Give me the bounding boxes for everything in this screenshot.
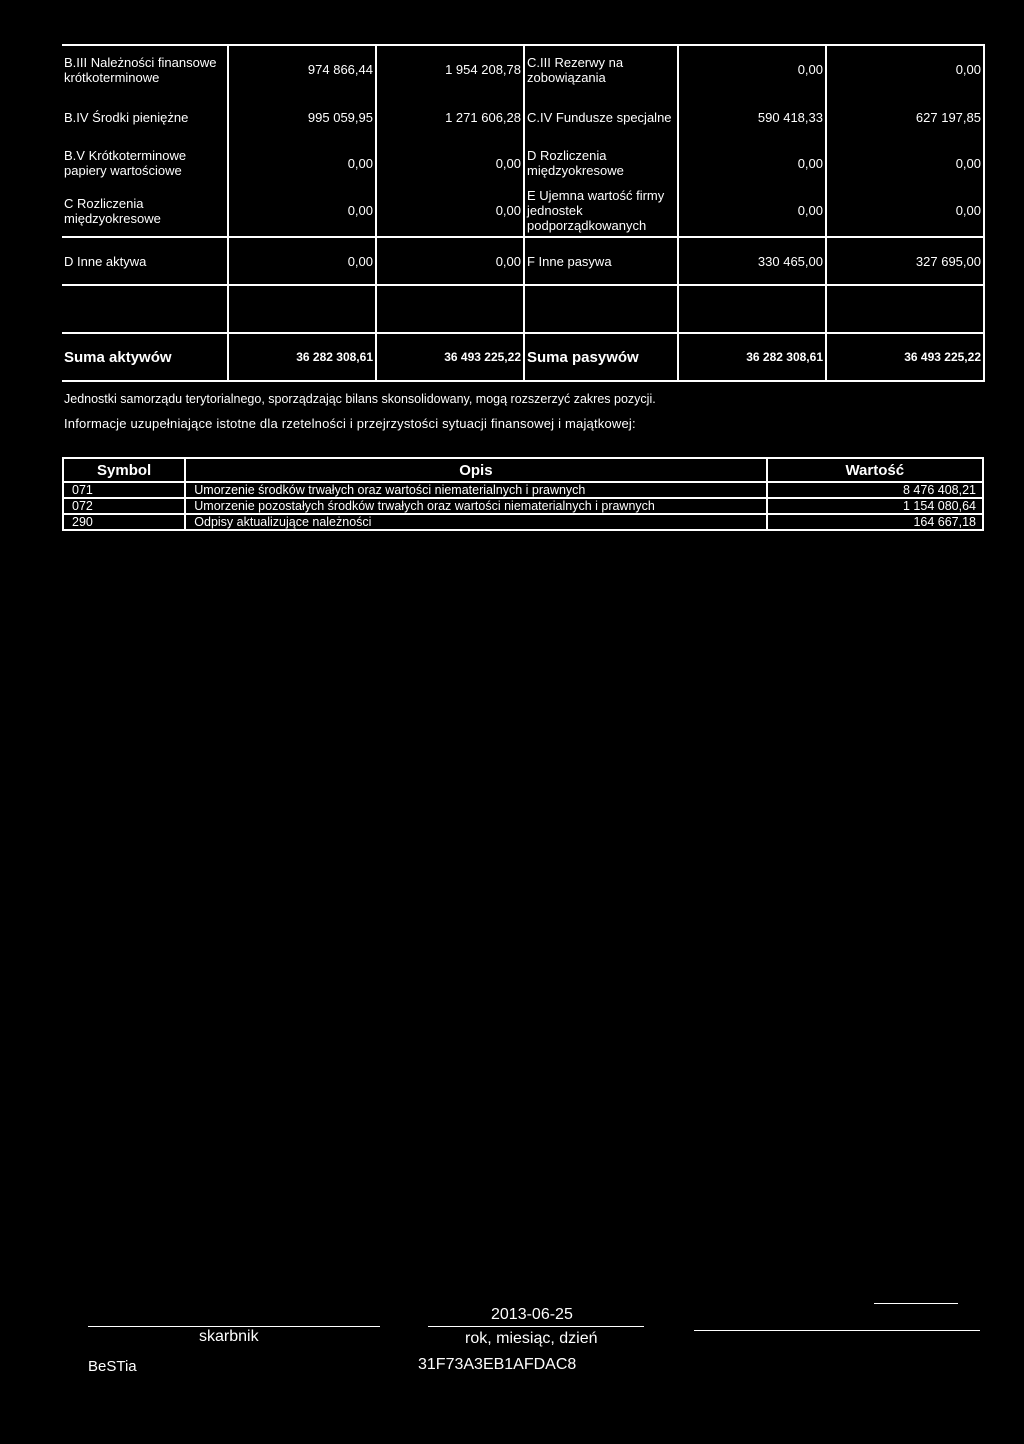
liability-label: F Inne pasywa	[524, 237, 678, 285]
symbol-header: Symbol	[63, 458, 185, 482]
liability-value-curr: 0,00	[826, 45, 984, 93]
liability-value-prev: 590 418,33	[678, 93, 826, 141]
symbol-table-header	[63, 458, 983, 482]
wartosc-cell: 164 667,18	[767, 514, 983, 530]
liability-label: C.III Rezerwy na zobowiązania	[524, 45, 678, 93]
assets-sum-label: Suma aktywów	[62, 333, 228, 381]
liability-value-curr: 0,00	[826, 141, 984, 185]
asset-label: B.IV Środki pieniężne	[64, 109, 189, 125]
asset-value-prev: 0,00	[228, 185, 376, 237]
liabilities-sum-prev: 36 282 308,61	[678, 333, 826, 381]
balance-row	[62, 237, 984, 285]
signature-line	[88, 1326, 380, 1327]
date-label: rok, miesiąc, dzień	[465, 1330, 598, 1347]
opis-cell: Umorzenie środków trwałych oraz wartości niematerialnych i prawnych	[185, 482, 766, 498]
assets-sum-prev: 36 282 308,61	[228, 333, 376, 381]
balance-table	[62, 44, 985, 382]
additional-info-heading: Informacje uzupełniające istotne dla rzetelności i przejrzystości sytuacji finansowej i majątkowej:	[64, 416, 636, 431]
balance-row	[62, 45, 984, 93]
asset-value-prev: 0,00	[228, 141, 376, 185]
wartosc-cell: 8 476 408,21	[767, 482, 983, 498]
liability-value-prev: 0,00	[678, 141, 826, 185]
document-date: 2013-06-25	[491, 1306, 573, 1323]
asset-label: B.V Krótkoterminowe papiery wartościowe	[64, 148, 187, 178]
opis-cell: Odpisy aktualizujące należności	[185, 514, 766, 530]
liability-value-prev: 0,00	[678, 185, 826, 237]
liability-value-curr: 627 197,85	[826, 93, 984, 141]
table-row	[63, 482, 983, 498]
wartosc-cell: 1 154 080,64	[767, 498, 983, 514]
table-row	[63, 498, 983, 514]
balance-row	[62, 93, 984, 141]
symbol-cell: 071	[63, 482, 185, 498]
document-code: 31F73A3EB1AFDAC8	[418, 1356, 577, 1373]
asset-value-curr: 0,00	[376, 185, 524, 237]
asset-value-prev: 974 866,44	[228, 45, 376, 93]
asset-value-curr: 1 954 208,78	[376, 45, 524, 93]
opis-header: Opis	[185, 458, 766, 482]
asset-label: C Rozliczenia międzyokresowe	[64, 195, 161, 226]
liabilities-sum-label: Suma pasywów	[524, 333, 678, 381]
asset-value-prev: 995 059,95	[228, 93, 376, 141]
date-line	[428, 1326, 644, 1327]
liability-label: C.IV Fundusze specjalne	[524, 93, 678, 141]
balance-row	[62, 141, 984, 185]
liabilities-sum-curr: 36 493 225,22	[826, 333, 984, 381]
symbol-table	[62, 457, 984, 531]
consolidation-note: Jednostki samorządu terytorialnego, sporządzając bilans skonsolidowany, mogą rozszerzyć zakres pozycji.	[64, 392, 656, 406]
balance-sum-row	[62, 333, 984, 381]
wartosc-header: Wartość	[767, 458, 983, 482]
asset-value-prev: 0,00	[228, 237, 376, 285]
software-name: BeSTia	[88, 1358, 137, 1375]
asset-label: D Inne aktywa	[62, 237, 228, 285]
balance-row	[62, 185, 984, 237]
symbol-cell: 072	[63, 498, 185, 514]
assets-sum-curr: 36 493 225,22	[376, 333, 524, 381]
opis-cell: Umorzenie pozostałych środków trwałych oraz wartości niematerialnych i prawnych	[185, 498, 766, 514]
asset-value-curr: 0,00	[376, 237, 524, 285]
liability-value-prev: 330 465,00	[678, 237, 826, 285]
liability-value-prev: 0,00	[678, 45, 826, 93]
liability-label: D Rozliczenia międzyokresowe	[524, 141, 678, 185]
liability-value-curr: 0,00	[826, 185, 984, 237]
table-row	[63, 514, 983, 530]
signature-line	[694, 1330, 980, 1331]
divider	[874, 1303, 958, 1304]
asset-label: B.III Należności finansowe krótkoterminowe	[62, 45, 228, 93]
symbol-cell: 290	[63, 514, 185, 530]
asset-value-curr: 1 271 606,28	[376, 93, 524, 141]
liability-value-curr: 327 695,00	[826, 237, 984, 285]
asset-value-curr: 0,00	[376, 141, 524, 185]
treasurer-label: skarbnik	[199, 1328, 259, 1345]
liability-label: E Ujemna wartość firmy jednostek podporządkowanych	[524, 185, 678, 237]
balance-empty-row	[62, 285, 984, 333]
